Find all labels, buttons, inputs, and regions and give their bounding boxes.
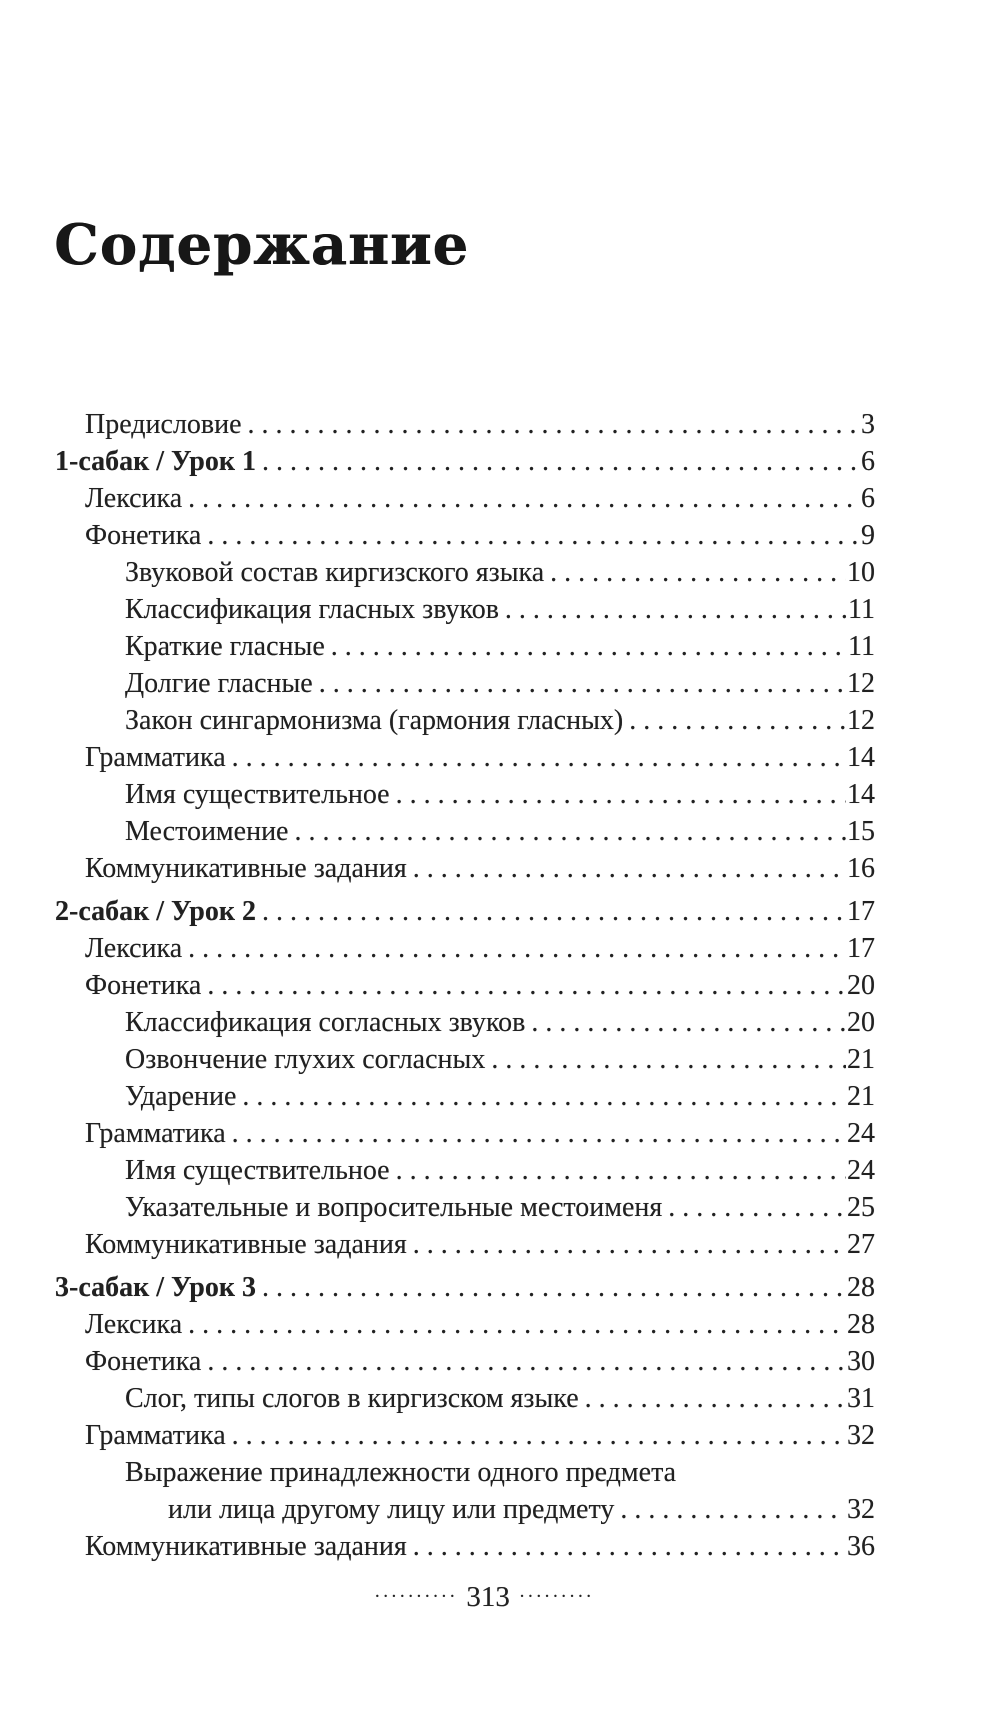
toc-entry-label: Указательные и вопросительные местоименя <box>125 1192 663 1223</box>
dot-leader <box>188 930 846 967</box>
toc-entry-page: 14 <box>847 779 875 810</box>
toc-entry-label: Звуковой состав киргизского языка <box>125 557 545 588</box>
toc-entry-page: 15 <box>847 816 875 847</box>
toc-entry-page: 14 <box>847 742 875 773</box>
toc-row <box>55 665 875 702</box>
toc-entry-label: Классификация гласных звуков <box>125 594 499 625</box>
toc-row <box>55 739 875 776</box>
dot-leader <box>207 967 846 1004</box>
toc-entry-page: 17 <box>847 933 875 964</box>
toc-entry-label: Лексика <box>85 933 183 964</box>
toc-entry-label: Выражение принадлежности одного предмета <box>125 1457 677 1488</box>
toc-row <box>55 1380 875 1417</box>
toc-entry-label: Коммуникативные задания <box>85 1229 407 1260</box>
toc-row <box>55 554 875 591</box>
toc-entry-label: Фонетика <box>85 970 202 1001</box>
toc-entry-page: 21 <box>847 1081 875 1112</box>
toc-entry-label: или лица другому лицу или предмету <box>168 1494 615 1525</box>
toc-entry-label: Местоимение <box>125 816 289 847</box>
toc-entry-page: 20 <box>847 1007 875 1038</box>
dot-leader <box>242 1078 846 1115</box>
toc-entry-label: Лексика <box>85 483 183 514</box>
toc-row <box>55 1152 875 1189</box>
toc-entry-label: Имя существительное <box>125 1155 390 1186</box>
dot-leader <box>550 554 846 591</box>
toc-entry-page: 10 <box>847 557 875 588</box>
toc-entry-page: 32 <box>847 1494 875 1525</box>
toc-list <box>55 406 875 1565</box>
dot-leader <box>413 1226 846 1263</box>
toc-entry-page: 11 <box>848 594 875 625</box>
toc-entry-page: 9 <box>861 520 875 551</box>
toc-entry-page: 6 <box>861 483 875 514</box>
toc-entry-label: Классификация согласных звуков <box>125 1007 526 1038</box>
toc-row <box>55 1115 875 1152</box>
toc-entry-page: 24 <box>847 1118 875 1149</box>
toc-row <box>55 1078 875 1115</box>
dot-leader <box>207 1343 846 1380</box>
dot-leader <box>585 1380 846 1417</box>
toc-row <box>55 702 875 739</box>
toc-row <box>55 591 875 628</box>
toc-entry-label: 1-сабак / Урок 1 <box>55 446 256 477</box>
toc-entry-label: Грамматика <box>85 1118 226 1149</box>
toc-entry-page: 28 <box>847 1309 875 1340</box>
toc-entry-page: 17 <box>847 896 875 927</box>
toc-entry-page: 20 <box>847 970 875 1001</box>
toc-row <box>55 480 875 517</box>
toc-entry-label: Имя существительное <box>125 779 390 810</box>
toc-row <box>55 813 875 850</box>
dot-leader <box>248 406 860 443</box>
toc-row <box>55 1454 875 1491</box>
dot-leader <box>262 443 860 480</box>
toc-entry-page: 24 <box>847 1155 875 1186</box>
toc-row <box>55 443 875 480</box>
toc-entry-page: 28 <box>847 1272 875 1303</box>
dot-leader <box>188 1306 846 1343</box>
dot-leader <box>294 813 846 850</box>
footer-dots-left: ·········· <box>374 1585 458 1607</box>
dot-leader <box>207 517 860 554</box>
toc-row <box>55 893 875 930</box>
dot-leader <box>491 1041 846 1078</box>
toc-entry-label: Долгие гласные <box>125 668 313 699</box>
toc-entry-page: 12 <box>847 705 875 736</box>
footer-dots-right: ········· <box>518 1585 594 1607</box>
toc-row <box>55 967 875 1004</box>
toc-row <box>55 850 875 887</box>
toc-entry-label: Фонетика <box>85 1346 202 1377</box>
toc-entry-label: Озвончение глухих согласных <box>125 1044 486 1075</box>
toc-entry-label: Грамматика <box>85 1420 226 1451</box>
toc-row <box>55 776 875 813</box>
toc-row <box>55 1004 875 1041</box>
toc-entry-page: 30 <box>847 1346 875 1377</box>
dot-leader <box>232 1417 846 1454</box>
toc-row <box>55 1491 875 1528</box>
toc-entry-page: 16 <box>847 853 875 884</box>
dot-leader <box>262 1269 846 1306</box>
dot-leader <box>188 480 860 517</box>
toc-entry-label: Ударение <box>125 1081 237 1112</box>
toc-entry-label: Закон сингармонизма (гармония гласных) <box>125 705 624 736</box>
toc-entry-label: Слог, типы слогов в киргизском языке <box>125 1383 579 1414</box>
dot-leader <box>232 1115 846 1152</box>
toc-entry-page: 6 <box>861 446 875 477</box>
dot-leader <box>531 1004 846 1041</box>
toc-row <box>55 1269 875 1306</box>
toc-row <box>55 930 875 967</box>
dot-leader <box>262 893 846 930</box>
toc-row <box>55 1528 875 1565</box>
toc-entry-label: Краткие гласные <box>125 631 325 662</box>
toc-row <box>55 1306 875 1343</box>
dot-leader <box>396 1152 846 1189</box>
dot-leader <box>413 1528 846 1565</box>
dot-leader <box>331 628 847 665</box>
toc-entry-label: 3-сабак / Урок 3 <box>55 1272 256 1303</box>
toc-row <box>55 406 875 443</box>
toc-row <box>55 1189 875 1226</box>
toc-row <box>55 1343 875 1380</box>
dot-leader <box>232 739 846 776</box>
dot-leader <box>396 776 846 813</box>
toc-row <box>55 1417 875 1454</box>
toc-row <box>55 1226 875 1263</box>
dot-leader <box>620 1491 846 1528</box>
toc-entry-page: 12 <box>847 668 875 699</box>
toc-entry-label: Лексика <box>85 1309 183 1340</box>
toc-entry-label: Грамматика <box>85 742 226 773</box>
toc-entry-page: 32 <box>847 1420 875 1451</box>
toc-entry-page: 3 <box>861 409 875 440</box>
footer <box>374 1581 594 1614</box>
dot-leader <box>413 850 846 887</box>
toc-entry-label: Коммуникативные задания <box>85 1531 407 1562</box>
toc-row <box>55 628 875 665</box>
toc-entry-page: 21 <box>847 1044 875 1075</box>
toc-entry-label: 2-сабак / Урок 2 <box>55 896 256 927</box>
toc-entry-label: Коммуникативные задания <box>85 853 407 884</box>
toc-entry-page: 27 <box>847 1229 875 1260</box>
toc-entry-page: 36 <box>847 1531 875 1562</box>
toc-entry-page: 31 <box>847 1383 875 1414</box>
toc-entry-label: Предисловие <box>85 409 242 440</box>
dot-leader <box>629 702 846 739</box>
toc-row <box>55 1041 875 1078</box>
dot-leader <box>668 1189 846 1226</box>
dot-leader <box>505 591 847 628</box>
toc-entry-page: 11 <box>848 631 875 662</box>
dot-leader <box>319 665 846 702</box>
toc-entry-page: 25 <box>847 1192 875 1223</box>
page-title: Содержание <box>54 211 470 278</box>
toc-entry-label: Фонетика <box>85 520 202 551</box>
toc-row <box>55 517 875 554</box>
footer-page-number: 313 <box>466 1581 510 1613</box>
